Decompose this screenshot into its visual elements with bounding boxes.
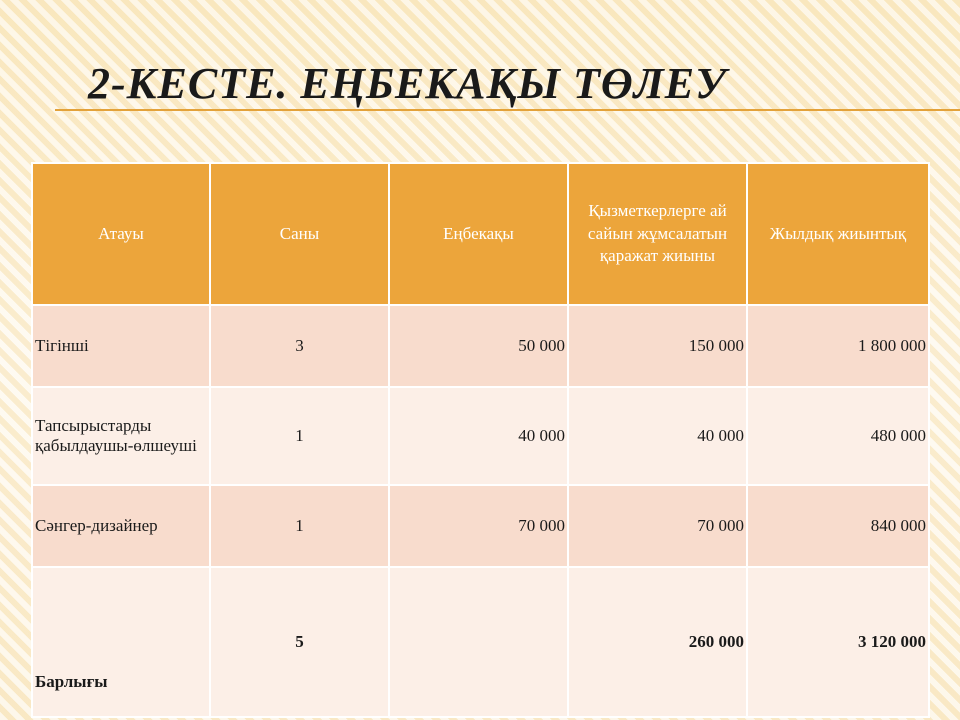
row-name: Тапсырыстарды қабылдаушы-өлшеуші	[32, 387, 210, 485]
row-annual: 1 800 000	[747, 305, 929, 387]
row-monthly: 150 000	[568, 305, 747, 387]
row-name: Тігінші	[32, 305, 210, 387]
row-count: 3	[210, 305, 389, 387]
table-header-row	[32, 163, 929, 305]
table-row	[32, 485, 929, 567]
header-annual-total: Жылдық жиынтық	[747, 163, 929, 305]
total-monthly: 260 000	[568, 567, 747, 717]
row-annual: 840 000	[747, 485, 929, 567]
row-count: 1	[210, 485, 389, 567]
row-name: Сәнгер-дизайнер	[32, 485, 210, 567]
total-count: 5	[210, 567, 389, 717]
row-annual: 480 000	[747, 387, 929, 485]
total-salary	[389, 567, 568, 717]
table-row	[32, 305, 929, 387]
row-salary: 40 000	[389, 387, 568, 485]
row-monthly: 70 000	[568, 485, 747, 567]
header-name: Атауы	[32, 163, 210, 305]
row-salary: 50 000	[389, 305, 568, 387]
title-underline	[55, 109, 960, 111]
header-count: Саны	[210, 163, 389, 305]
row-count: 1	[210, 387, 389, 485]
total-annual: 3 120 000	[747, 567, 929, 717]
page-title: 2-КЕСТЕ. ЕҢБЕКАҚЫ ТӨЛЕУ	[88, 59, 727, 108]
total-row	[32, 567, 929, 717]
header-monthly-total: Қызметкерлерге ай сайын жұмсалатын қаражат жиыны	[568, 163, 747, 305]
total-label: Барлығы	[32, 567, 210, 717]
table-row	[32, 387, 929, 485]
row-salary: 70 000	[389, 485, 568, 567]
header-salary: Еңбекақы	[389, 163, 568, 305]
row-monthly: 40 000	[568, 387, 747, 485]
salary-table	[31, 162, 930, 718]
